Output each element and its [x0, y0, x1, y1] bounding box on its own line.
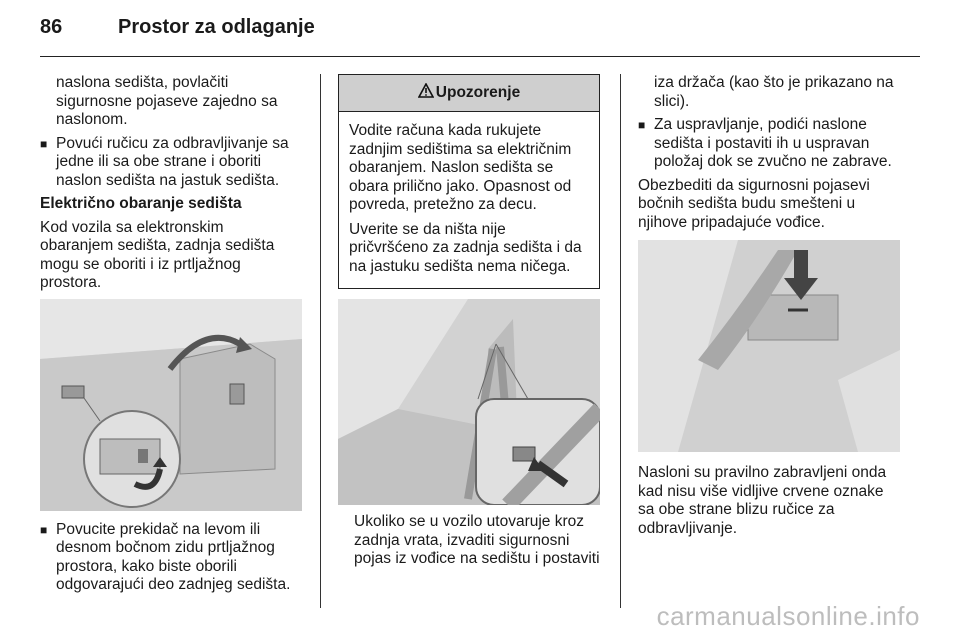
col3-bullet1: ■ Za uspravljanje, podići naslone sedišta i postaviti ih u uspravan položaj dok se zvučno ne zabrave.	[638, 116, 908, 172]
col3-para1: iza držača (kao što je prikazano na slici).	[654, 74, 894, 110]
warning-triangle-icon	[418, 83, 434, 104]
col3-para2: Obezbediti da sigurnosni pojasevi bočnih sedišta budu smešteni u njihove pripadajuće vođice.	[638, 176, 870, 231]
warning-para1: Vodite računa kada rukujete zadnjim sedištima sa električnim obaranjem. Naslon sedišta se obara prilično jako. Opasnost od povreda, pretežno za decu.	[349, 122, 572, 213]
column-2	[338, 74, 600, 574]
column-divider-1	[320, 74, 321, 608]
figure-seat-switch	[40, 299, 302, 511]
page-header	[40, 16, 920, 46]
page-number: 86	[40, 16, 63, 38]
section-heading: Električno obaranje sedišta	[40, 195, 242, 212]
col1-bullet1: ■ Povući ručicu za odbravljivanje sa jedne ili sa obe strane i oboriti naslon sedišta na jastuk sedišta.	[40, 135, 302, 191]
figure-belt-guide	[338, 299, 600, 505]
col2-para1: Ukoliko se u vozilo utovaruje kroz zadnja vrata, izvaditi sigurnosni pojas iz vođice na sedištu i postaviti	[354, 513, 600, 567]
figure-belt-stowed	[638, 240, 900, 452]
column-divider-2	[620, 74, 621, 608]
warning-body	[339, 112, 599, 288]
col1-para1: naslona sedišta, povlačiti sigurnosne pojaseve zajedno sa naslonom.	[56, 74, 278, 128]
col1-bullet2: ■ Povucite prekidač na levom ili desnom bočnom zidu prtljažnog prostora, kako biste oborili odgovarajući deo zadnjeg sedišta.	[40, 521, 302, 595]
warning-box	[338, 74, 600, 289]
header-rule	[40, 56, 920, 57]
warning-header	[339, 75, 599, 112]
column-1	[40, 74, 302, 600]
col3-para3: Nasloni su pravilno zabravljeni onda kad nisu više vidljive crvene oznake sa obe strane blizu ručice za odbravljivanje.	[638, 464, 887, 537]
watermark: carmanualsonline.info	[656, 601, 920, 631]
chapter-title: Prostor za odlaganje	[118, 16, 315, 38]
warning-para2: Uverite se da ništa nije pričvršćeno za zadnja sedišta i da na jastuku sedišta nema ničega.	[349, 220, 582, 275]
warning-title: Upozorenje	[435, 83, 521, 101]
column-3	[638, 74, 908, 543]
col1-para2: Kod vozila sa elektronskim obaranjem sedišta, zadnja sedišta mogu se oboriti i iz prtljažnog prostora.	[40, 218, 275, 291]
